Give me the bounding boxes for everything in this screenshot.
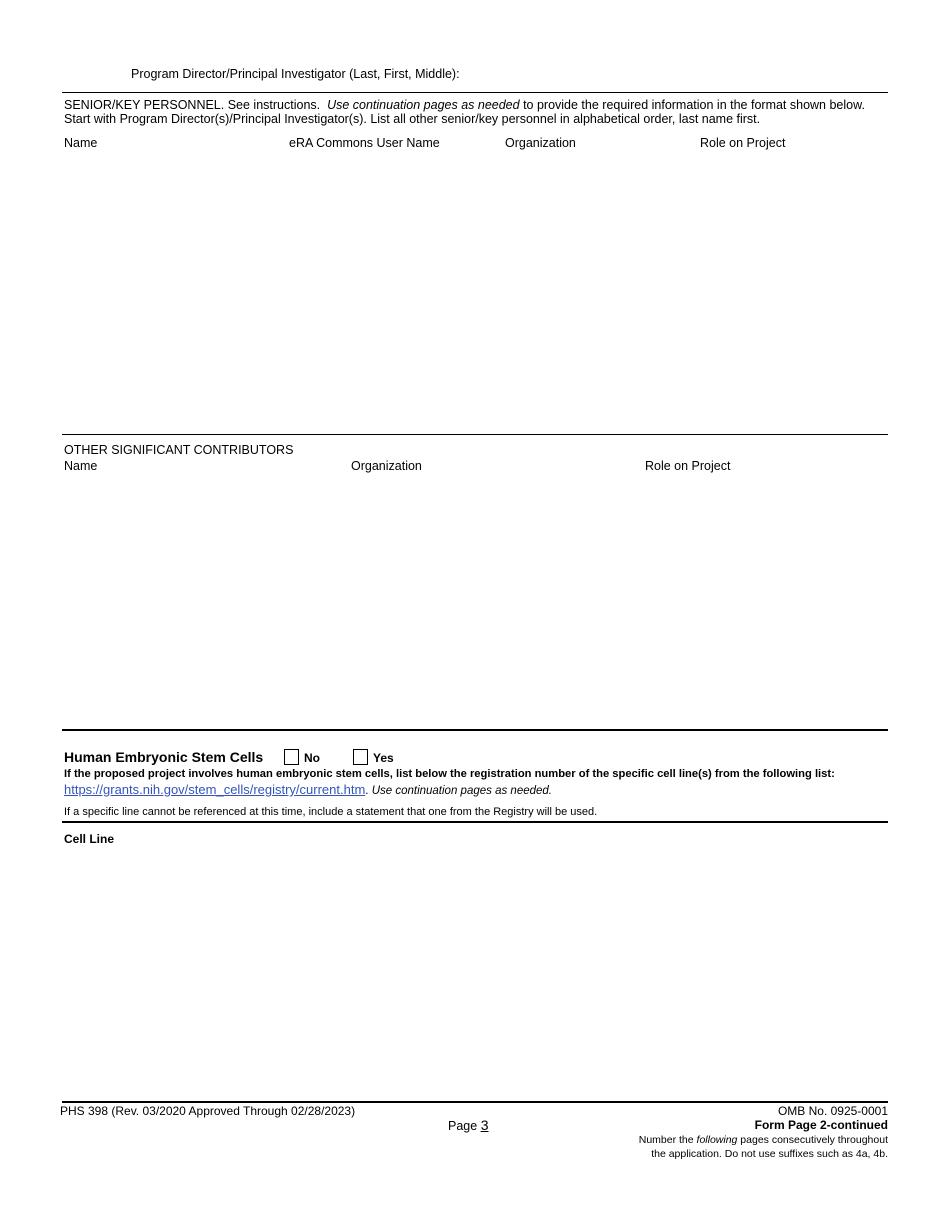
hesc-note: If a specific line cannot be referenced at this time, include a statement that one from the Registry will be used.	[64, 806, 598, 818]
page-indicator	[448, 1117, 488, 1133]
numbering-note	[639, 1134, 888, 1146]
column-header-era-commons: eRA Commons User Name	[289, 136, 440, 150]
hesc-yes-option[interactable]	[353, 749, 394, 765]
senior-key-title: SENIOR/KEY PERSONNEL. See instructions.	[64, 98, 321, 112]
divider	[62, 821, 888, 823]
hesc-link-line: https://grants.nih.gov/stem_cells/registry/current.htm. Use continuation pages as needed.	[64, 782, 552, 797]
yes-label: Yes	[373, 751, 394, 765]
note-text: pages consecutively throughout	[737, 1134, 888, 1146]
divider	[62, 729, 888, 731]
continuation-note: Use continuation pages as needed	[327, 98, 520, 112]
senior-key-instructions	[64, 98, 865, 112]
pi-name-label: Program Director/Principal Investigator (Last, First, Middle):	[131, 67, 460, 81]
divider	[62, 434, 888, 435]
column-header-name: Name	[64, 459, 98, 473]
registry-link[interactable]: https://grants.nih.gov/stem_cells/registry/current.htm	[64, 782, 366, 797]
continuation-note: Use continuation pages as needed.	[371, 785, 552, 797]
no-label: No	[304, 751, 320, 765]
omb-number: OMB No. 0925-0001	[777, 1104, 888, 1118]
cell-line-label: Cell Line	[64, 832, 115, 846]
hesc-instruction: If the proposed project involves human embryonic stem cells, list below the registration number of the specific cell line(s) from the following list:	[64, 768, 835, 780]
footer-divider	[62, 1101, 888, 1103]
hesc-title: Human Embryonic Stem Cells	[64, 749, 264, 765]
form-page-label: Form Page 2-continued	[754, 1118, 888, 1132]
other-contributors-title: OTHER SIGNIFICANT CONTRIBUTORS	[64, 443, 294, 457]
numbering-note-line2: the application. Do not use suffixes such as 4a, 4b.	[651, 1148, 888, 1160]
note-emphasis: following	[696, 1134, 738, 1146]
page-label: Page	[448, 1119, 478, 1133]
instructions-text: to provide the required information in the format shown below.	[519, 98, 865, 112]
column-header-organization: Organization	[351, 459, 422, 473]
hesc-no-option[interactable]	[284, 749, 320, 765]
column-header-role: Role on Project	[645, 459, 731, 473]
divider	[62, 92, 888, 93]
column-header-organization: Organization	[505, 136, 576, 150]
yes-checkbox[interactable]	[353, 749, 368, 765]
column-header-name: Name	[64, 136, 98, 150]
note-text: Number the	[638, 1134, 697, 1146]
no-checkbox[interactable]	[284, 749, 299, 765]
page-number-field[interactable]: 3	[480, 1117, 489, 1133]
column-header-role: Role on Project	[700, 136, 786, 150]
senior-key-instructions-line2: Start with Program Director(s)/Principal Investigator(s). List all other senior/key personnel in alphabetical order, last name first.	[64, 112, 761, 126]
form-id: PHS 398 (Rev. 03/2020 Approved Through 02/28/2023)	[60, 1104, 356, 1118]
